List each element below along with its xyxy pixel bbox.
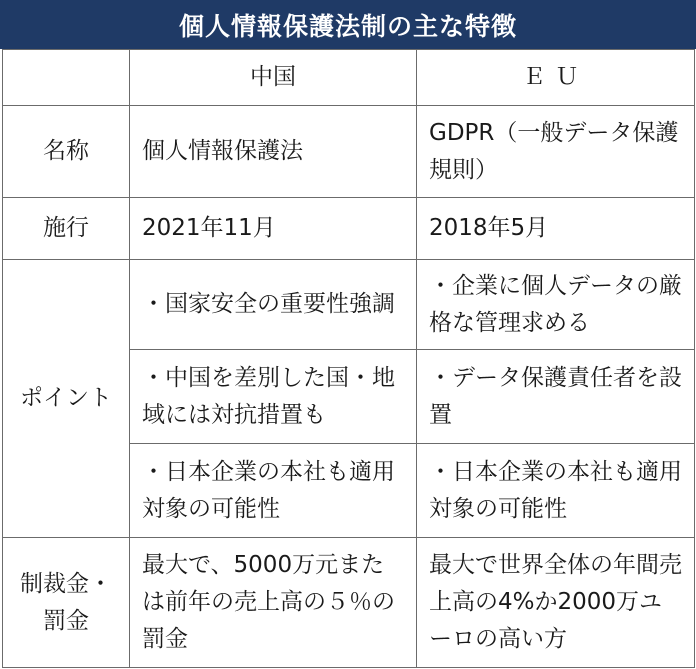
corner-cell (3, 50, 130, 106)
row-label-penalty: 制裁金・罰金 (3, 538, 130, 668)
header-row (3, 50, 695, 106)
table-row (3, 538, 695, 668)
column-header-eu: ＥＵ (417, 50, 695, 106)
cell-eu-penalty: 最大で世界全体の年間売上高の4%か2000万ユーロの高い方 (417, 538, 695, 668)
cell-eu-point-1: ・企業に個人データの厳格な管理求める (417, 260, 695, 350)
cell-china-enforcement: 2021年11月 (130, 198, 417, 260)
comparison-table (2, 49, 695, 668)
row-label-name: 名称 (3, 106, 130, 198)
table-row (3, 198, 695, 260)
cell-eu-point-2: ・データ保護責任者を設置 (417, 350, 695, 444)
row-label-enforcement: 施行 (3, 198, 130, 260)
row-label-points: ポイント (3, 260, 130, 538)
cell-china-point-1: ・国家安全の重要性強調 (130, 260, 417, 350)
cell-eu-enforcement: 2018年5月 (417, 198, 695, 260)
cell-china-point-2: ・中国を差別した国・地域には対抗措置も (130, 350, 417, 444)
cell-eu-point-3: ・日本企業の本社も適用対象の可能性 (417, 444, 695, 538)
cell-china-penalty: 最大で、5000万元または前年の売上高の５％の罰金 (130, 538, 417, 668)
table-row (3, 106, 695, 198)
column-header-china: 中国 (130, 50, 417, 106)
table-row (3, 260, 695, 350)
cell-china-name: 個人情報保護法 (130, 106, 417, 198)
cell-eu-name: GDPR（一般データ保護規則） (417, 106, 695, 198)
table-title: 個人情報保護法制の主な特徴 (0, 0, 696, 49)
cell-china-point-3: ・日本企業の本社も適用対象の可能性 (130, 444, 417, 538)
